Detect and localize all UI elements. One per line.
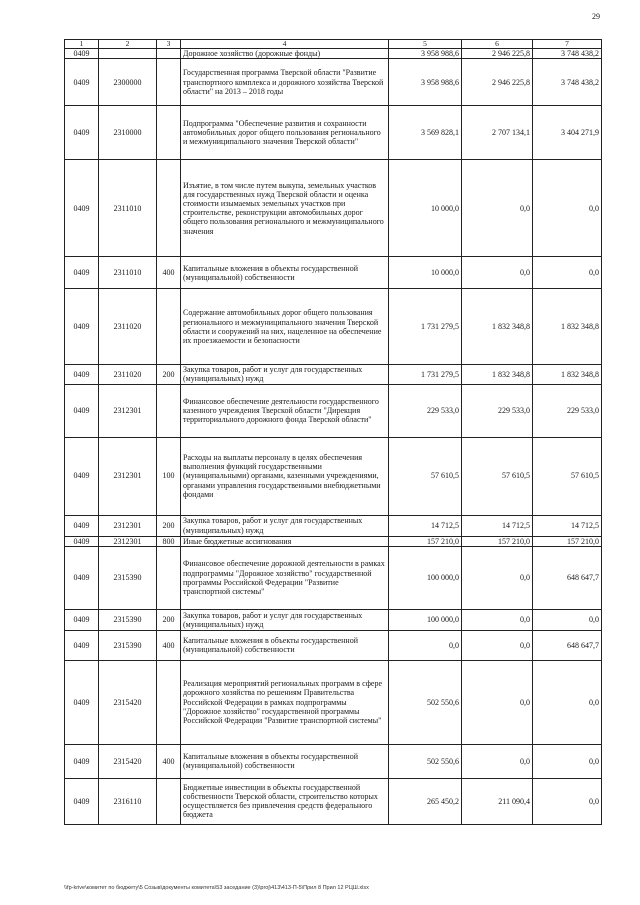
expense-type-cell: 100 bbox=[157, 437, 181, 515]
item-name-cell: Закупка товаров, работ и услуг для государственных (муниципальных) нужд bbox=[181, 365, 389, 384]
amount-cell: 100 000,0 bbox=[389, 609, 462, 630]
item-name-cell: Реализация мероприятий региональных программ в сфере дорожного хозяйства по решениям Правительства Российской Федерации в рамках подпрограммы "Дорожное хозяйство" государственной программы Российской Федерации "Развитие транспортной системы" bbox=[181, 660, 389, 744]
amount-cell: 1 832 348,8 bbox=[533, 289, 602, 365]
expense-type-cell: 200 bbox=[157, 515, 181, 536]
item-name-cell: Закупка товаров, работ и услуг для государственных (муниципальных) нужд bbox=[181, 609, 389, 630]
amount-cell: 0,0 bbox=[462, 546, 533, 609]
expense-type-cell: 400 bbox=[157, 257, 181, 289]
table-row bbox=[65, 365, 602, 384]
file-path-footer: \\fp-krive\комитет по бюджету\5 Созыв\документы комитета\53 заседание (3)\proj\413\413-П-5\Прил 8 Прил 12 РЦШ.xlsx bbox=[64, 885, 369, 891]
item-name-cell: Финансовое обеспечение деятельности государственного казенного учреждения Тверской области "Дирекция территориального дорожного фонда Тверской области" bbox=[181, 384, 389, 437]
amount-cell: 0,0 bbox=[462, 257, 533, 289]
section-code-cell: 0409 bbox=[65, 106, 99, 160]
amount-cell: 648 647,7 bbox=[533, 546, 602, 609]
amount-cell: 0,0 bbox=[533, 160, 602, 257]
expense-type-cell: 200 bbox=[157, 365, 181, 384]
item-name-cell: Капитальные вложения в объекты государственной (муниципальной) собственности bbox=[181, 744, 389, 778]
item-name-cell: Бюджетные инвестиции в объекты государственной собственности Тверской области, строительство которых осуществляется без привлечения средств федерального бюджета bbox=[181, 778, 389, 824]
target-article-cell: 2312301 bbox=[99, 384, 157, 437]
section-code-cell: 0409 bbox=[65, 546, 99, 609]
target-article-cell: 2312301 bbox=[99, 536, 157, 546]
amount-cell: 502 550,6 bbox=[389, 744, 462, 778]
target-article-cell: 2315390 bbox=[99, 630, 157, 660]
amount-cell: 10 000,0 bbox=[389, 257, 462, 289]
target-article-cell: 2315420 bbox=[99, 660, 157, 744]
amount-cell: 14 712,5 bbox=[389, 515, 462, 536]
expense-type-cell: 200 bbox=[157, 609, 181, 630]
table-row bbox=[65, 609, 602, 630]
amount-cell: 157 210,0 bbox=[533, 536, 602, 546]
expense-type-cell bbox=[157, 160, 181, 257]
section-code-cell: 0409 bbox=[65, 660, 99, 744]
amount-cell: 1 832 348,8 bbox=[462, 365, 533, 384]
section-code-cell: 0409 bbox=[65, 744, 99, 778]
amount-cell: 57 610,5 bbox=[389, 437, 462, 515]
section-code-cell: 0409 bbox=[65, 515, 99, 536]
section-code-cell: 0409 bbox=[65, 778, 99, 824]
item-name-cell: Закупка товаров, работ и услуг для государственных (муниципальных) нужд bbox=[181, 515, 389, 536]
table-row bbox=[65, 515, 602, 536]
amount-cell: 3 748 438,2 bbox=[533, 49, 602, 59]
section-code-cell: 0409 bbox=[65, 536, 99, 546]
header-cell: 7 bbox=[533, 40, 602, 49]
amount-cell: 2 946 225,8 bbox=[462, 49, 533, 59]
target-article-cell: 2311010 bbox=[99, 160, 157, 257]
table-row bbox=[65, 778, 602, 824]
amount-cell: 157 210,0 bbox=[389, 536, 462, 546]
table-row bbox=[65, 660, 602, 744]
amount-cell: 0,0 bbox=[462, 660, 533, 744]
amount-cell: 14 712,5 bbox=[462, 515, 533, 536]
target-article-cell: 2310000 bbox=[99, 106, 157, 160]
expense-type-cell bbox=[157, 384, 181, 437]
amount-cell: 3 404 271,9 bbox=[533, 106, 602, 160]
expense-type-cell bbox=[157, 778, 181, 824]
section-code-cell: 0409 bbox=[65, 365, 99, 384]
item-name-cell: Государственная программа Тверской области "Развитие транспортного комплекса и дорожного хозяйства Тверской области" на 2013 – 2018 годы bbox=[181, 59, 389, 106]
amount-cell: 229 533,0 bbox=[389, 384, 462, 437]
amount-cell: 0,0 bbox=[462, 160, 533, 257]
section-code-cell: 0409 bbox=[65, 437, 99, 515]
amount-cell: 0,0 bbox=[462, 609, 533, 630]
table-row bbox=[65, 384, 602, 437]
amount-cell: 0,0 bbox=[533, 257, 602, 289]
amount-cell: 3 958 988,6 bbox=[389, 59, 462, 106]
amount-cell: 1 832 348,8 bbox=[533, 365, 602, 384]
section-code-cell: 0409 bbox=[65, 609, 99, 630]
amount-cell: 648 647,7 bbox=[533, 630, 602, 660]
expense-type-cell bbox=[157, 59, 181, 106]
header-cell: 4 bbox=[181, 40, 389, 49]
table-row bbox=[65, 744, 602, 778]
table-row bbox=[65, 289, 602, 365]
amount-cell: 2 707 134,1 bbox=[462, 106, 533, 160]
amount-cell: 14 712,5 bbox=[533, 515, 602, 536]
section-code-cell: 0409 bbox=[65, 630, 99, 660]
item-name-cell: Дорожное хозяйство (дорожные фонды) bbox=[181, 49, 389, 59]
amount-cell: 229 533,0 bbox=[462, 384, 533, 437]
table-row bbox=[65, 546, 602, 609]
section-code-cell: 0409 bbox=[65, 59, 99, 106]
amount-cell: 265 450,2 bbox=[389, 778, 462, 824]
amount-cell: 0,0 bbox=[389, 630, 462, 660]
amount-cell: 0,0 bbox=[533, 744, 602, 778]
expense-type-cell bbox=[157, 660, 181, 744]
item-name-cell: Капитальные вложения в объекты государственной (муниципальной) собственности bbox=[181, 630, 389, 660]
target-article-cell: 2300000 bbox=[99, 59, 157, 106]
expense-type-cell: 400 bbox=[157, 630, 181, 660]
column-header-row bbox=[65, 40, 602, 49]
section-code-cell: 0409 bbox=[65, 289, 99, 365]
target-article-cell: 2312301 bbox=[99, 515, 157, 536]
header-cell: 6 bbox=[462, 40, 533, 49]
amount-cell: 502 550,6 bbox=[389, 660, 462, 744]
expense-type-cell: 400 bbox=[157, 744, 181, 778]
expense-type-cell bbox=[157, 289, 181, 365]
section-code-cell: 0409 bbox=[65, 257, 99, 289]
amount-cell: 157 210,0 bbox=[462, 536, 533, 546]
amount-cell: 0,0 bbox=[533, 660, 602, 744]
amount-cell: 0,0 bbox=[533, 778, 602, 824]
target-article-cell bbox=[99, 49, 157, 59]
target-article-cell: 2311020 bbox=[99, 289, 157, 365]
item-name-cell: Финансовое обеспечение дорожной деятельности в рамках подпрограммы "Дорожное хозяйство" государственной программы Российской Федерации "Развитие транспортной системы" bbox=[181, 546, 389, 609]
amount-cell: 0,0 bbox=[533, 609, 602, 630]
table-row bbox=[65, 49, 602, 59]
section-code-cell: 0409 bbox=[65, 160, 99, 257]
header-cell: 3 bbox=[157, 40, 181, 49]
amount-cell: 57 610,5 bbox=[462, 437, 533, 515]
item-name-cell: Капитальные вложения в объекты государственной (муниципальной) собственности bbox=[181, 257, 389, 289]
amount-cell: 100 000,0 bbox=[389, 546, 462, 609]
amount-cell: 3 958 988,6 bbox=[389, 49, 462, 59]
target-article-cell: 2312301 bbox=[99, 437, 157, 515]
amount-cell: 3 748 438,2 bbox=[533, 59, 602, 106]
table-row bbox=[65, 59, 602, 106]
header-cell: 1 bbox=[65, 40, 99, 49]
amount-cell: 57 610,5 bbox=[533, 437, 602, 515]
section-code-cell: 0409 bbox=[65, 384, 99, 437]
amount-cell: 229 533,0 bbox=[533, 384, 602, 437]
amount-cell: 1 832 348,8 bbox=[462, 289, 533, 365]
section-code-cell: 0409 bbox=[65, 49, 99, 59]
amount-cell: 1 731 279,5 bbox=[389, 365, 462, 384]
item-name-cell: Содержание автомобильных дорог общего пользования регионального и межмуниципального значения Тверской области и сооружений на них, нацеленное на обеспечение их проезжаемости и безопасности bbox=[181, 289, 389, 365]
item-name-cell: Расходы на выплаты персоналу в целях обеспечения выполнения функций государственными (муниципальными) органами, казенными учреждениями, органами управления государственными внебюджетными фондами bbox=[181, 437, 389, 515]
amount-cell: 10 000,0 bbox=[389, 160, 462, 257]
amount-cell: 0,0 bbox=[462, 744, 533, 778]
item-name-cell: Изъятие, в том числе путем выкупа, земельных участков для государственных нужд Тверской области и оценка стоимости изымаемых земельных участков при строительстве, реконструкции автомобильных дорог общего пользования регионального и межмуниципального значения bbox=[181, 160, 389, 257]
expense-type-cell bbox=[157, 106, 181, 160]
item-name-cell: Иные бюджетные ассигнования bbox=[181, 536, 389, 546]
table-row bbox=[65, 106, 602, 160]
table-row bbox=[65, 536, 602, 546]
amount-cell: 0,0 bbox=[462, 630, 533, 660]
header-cell: 2 bbox=[99, 40, 157, 49]
expense-type-cell bbox=[157, 49, 181, 59]
target-article-cell: 2316110 bbox=[99, 778, 157, 824]
amount-cell: 3 569 828,1 bbox=[389, 106, 462, 160]
amount-cell: 211 090,4 bbox=[462, 778, 533, 824]
expense-type-cell: 800 bbox=[157, 536, 181, 546]
target-article-cell: 2311010 bbox=[99, 257, 157, 289]
table-row bbox=[65, 630, 602, 660]
target-article-cell: 2315390 bbox=[99, 609, 157, 630]
table-row bbox=[65, 257, 602, 289]
table-row bbox=[65, 160, 602, 257]
page-number: 29 bbox=[592, 12, 600, 21]
budget-table bbox=[64, 39, 602, 825]
item-name-cell: Подпрограмма "Обеспечение развития и сохранности автомобильных дорог общего пользования регионального и межмуниципального значения Тверской области" bbox=[181, 106, 389, 160]
expense-type-cell bbox=[157, 546, 181, 609]
amount-cell: 1 731 279,5 bbox=[389, 289, 462, 365]
header-cell: 5 bbox=[389, 40, 462, 49]
target-article-cell: 2315390 bbox=[99, 546, 157, 609]
amount-cell: 2 946 225,8 bbox=[462, 59, 533, 106]
table-row bbox=[65, 437, 602, 515]
target-article-cell: 2315420 bbox=[99, 744, 157, 778]
target-article-cell: 2311020 bbox=[99, 365, 157, 384]
